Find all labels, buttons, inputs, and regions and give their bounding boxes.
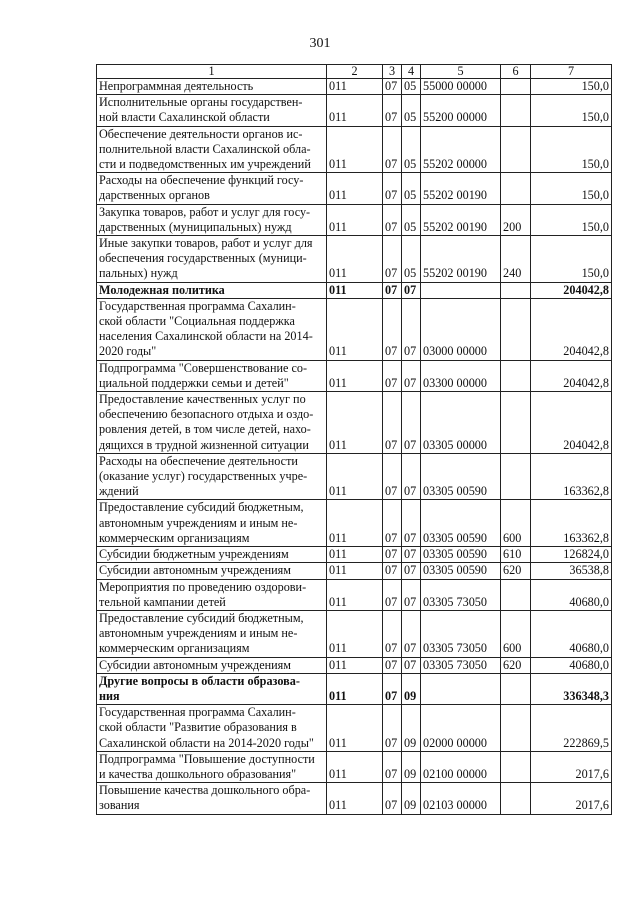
section-code-cell: 07 <box>383 563 402 579</box>
row-name-cell <box>97 500 327 547</box>
target-item-cell: 02100 00000 <box>421 751 501 782</box>
row-name-cell <box>97 79 327 95</box>
expense-type-cell: 600 <box>501 610 531 657</box>
row-name-line: ния <box>99 688 120 703</box>
target-item-cell: 03305 00590 <box>421 453 501 500</box>
row-name-line: ской области "Социальная поддержка <box>99 314 295 329</box>
header-row <box>97 65 612 79</box>
row-name-line: (оказание услуг) государственных учре- <box>99 469 308 484</box>
target-item-cell: 02103 00000 <box>421 783 501 814</box>
ministry-code-cell: 011 <box>327 79 383 95</box>
subsection-code-cell: 07 <box>402 563 421 579</box>
row-name-line: Государственная программа Сахалин- <box>99 298 296 313</box>
row-name-cell <box>97 673 327 704</box>
target-item-cell: 55202 00190 <box>421 204 501 235</box>
expense-type-cell <box>501 79 531 95</box>
row-name-cell <box>97 298 327 360</box>
expense-type-cell: 600 <box>501 500 531 547</box>
expense-type-cell <box>501 282 531 298</box>
ministry-code-cell: 011 <box>327 751 383 782</box>
amount-cell: 2017,6 <box>531 783 612 814</box>
expense-type-cell <box>501 392 531 454</box>
section-code-cell: 07 <box>383 783 402 814</box>
row-name-line: населения Сахалинской области на 2014- <box>99 329 313 344</box>
amount-cell: 2017,6 <box>531 751 612 782</box>
row-name-line: тельной кампании детей <box>99 594 226 609</box>
row-name-line: дящихся в трудной жизненной ситуации <box>99 437 309 452</box>
amount-cell: 126824,0 <box>531 547 612 563</box>
subsection-code-cell: 07 <box>402 500 421 547</box>
section-code-cell: 07 <box>383 282 402 298</box>
table-row <box>97 298 612 360</box>
row-name-line: обеспечения государственных (муници- <box>99 251 307 266</box>
row-name-line: коммерческим организациям <box>99 530 250 545</box>
row-name-line: Молодежная политика <box>99 282 225 297</box>
table-row <box>97 453 612 500</box>
section-code-cell: 07 <box>383 579 402 610</box>
section-code-cell: 07 <box>383 204 402 235</box>
row-name-cell <box>97 126 327 173</box>
table-row <box>97 547 612 563</box>
expense-type-cell: 620 <box>501 563 531 579</box>
ministry-code-cell: 011 <box>327 298 383 360</box>
ministry-code-cell: 011 <box>327 173 383 204</box>
ministry-code-cell: 011 <box>327 204 383 235</box>
ministry-code-cell: 011 <box>327 453 383 500</box>
page-number: 301 <box>309 36 331 51</box>
row-name-line: Подпрограмма "Совершенствование со- <box>99 360 308 375</box>
row-name-line: Расходы на обеспечение деятельности <box>99 453 298 468</box>
row-name-cell <box>97 579 327 610</box>
ministry-code-cell: 011 <box>327 126 383 173</box>
table-row <box>97 579 612 610</box>
header-cell: 6 <box>501 65 531 79</box>
row-name-cell <box>97 282 327 298</box>
row-name-cell <box>97 657 327 673</box>
target-item-cell: 03300 00000 <box>421 360 501 391</box>
row-name-cell <box>97 204 327 235</box>
row-name-line: Предоставление субсидий бюджетным, <box>99 500 304 515</box>
subsection-code-cell: 07 <box>402 360 421 391</box>
row-name-cell <box>97 95 327 126</box>
target-item-cell: 03000 00000 <box>421 298 501 360</box>
header-cell: 1 <box>97 65 327 79</box>
row-name-line: ской области "Развитие образования в <box>99 720 297 735</box>
section-code-cell: 07 <box>383 657 402 673</box>
amount-cell: 204042,8 <box>531 282 612 298</box>
row-name-line: Другие вопросы в области образова- <box>99 673 300 688</box>
row-name-cell <box>97 705 327 752</box>
ministry-code-cell: 011 <box>327 563 383 579</box>
section-code-cell: 07 <box>383 751 402 782</box>
row-name-cell <box>97 453 327 500</box>
expense-type-cell <box>501 705 531 752</box>
subsection-code-cell: 07 <box>402 392 421 454</box>
subsection-code-cell: 09 <box>402 751 421 782</box>
table-row <box>97 392 612 454</box>
ministry-code-cell: 011 <box>327 579 383 610</box>
amount-cell: 40680,0 <box>531 579 612 610</box>
row-name-cell <box>97 547 327 563</box>
expense-type-cell <box>501 579 531 610</box>
row-name-cell <box>97 173 327 204</box>
header-cell: 2 <box>327 65 383 79</box>
table-row <box>97 79 612 95</box>
row-name-line: обеспечению безопасного отдыха и оздо- <box>99 407 314 422</box>
section-code-cell: 07 <box>383 392 402 454</box>
section-code-cell: 07 <box>383 610 402 657</box>
row-name-line: автономным учреждениям и иным не- <box>99 626 298 641</box>
expense-type-cell <box>501 673 531 704</box>
row-name-cell <box>97 360 327 391</box>
amount-cell: 40680,0 <box>531 610 612 657</box>
section-code-cell: 07 <box>383 673 402 704</box>
amount-cell: 36538,8 <box>531 563 612 579</box>
row-name-cell <box>97 563 327 579</box>
row-name-line: Субсидии автономным учреждениям <box>99 657 291 672</box>
table-row <box>97 751 612 782</box>
subsection-code-cell: 09 <box>402 705 421 752</box>
target-item-cell: 55202 00000 <box>421 126 501 173</box>
row-name-line: ждений <box>99 484 139 499</box>
subsection-code-cell: 05 <box>402 173 421 204</box>
amount-cell: 204042,8 <box>531 392 612 454</box>
table-row <box>97 126 612 173</box>
ministry-code-cell: 011 <box>327 657 383 673</box>
expense-type-cell <box>501 783 531 814</box>
subsection-code-cell: 07 <box>402 610 421 657</box>
amount-cell: 222869,5 <box>531 705 612 752</box>
row-name-line: Сахалинской области на 2014-2020 годы" <box>99 735 314 750</box>
ministry-code-cell: 011 <box>327 547 383 563</box>
header-cell: 3 <box>383 65 402 79</box>
table-row <box>97 657 612 673</box>
expense-type-cell <box>501 298 531 360</box>
section-code-cell: 07 <box>383 360 402 391</box>
table-row <box>97 236 612 283</box>
expense-type-cell <box>501 95 531 126</box>
amount-cell: 204042,8 <box>531 298 612 360</box>
target-item-cell <box>421 282 501 298</box>
table-row <box>97 705 612 752</box>
target-item-cell <box>421 673 501 704</box>
subsection-code-cell: 05 <box>402 126 421 173</box>
section-code-cell: 07 <box>383 453 402 500</box>
amount-cell: 150,0 <box>531 236 612 283</box>
row-name-line: Субсидии автономным учреждениям <box>99 563 291 578</box>
target-item-cell: 55202 00190 <box>421 236 501 283</box>
row-name-line: Подпрограмма "Повышение доступности <box>99 751 315 766</box>
amount-cell: 336348,3 <box>531 673 612 704</box>
target-item-cell: 03305 73050 <box>421 579 501 610</box>
expense-type-cell <box>501 453 531 500</box>
table-row <box>97 282 612 298</box>
amount-cell: 150,0 <box>531 95 612 126</box>
subsection-code-cell: 05 <box>402 204 421 235</box>
row-name-line: Предоставление субсидий бюджетным, <box>99 610 304 625</box>
ministry-code-cell: 011 <box>327 673 383 704</box>
row-name-line: коммерческим организациям <box>99 641 250 656</box>
ministry-code-cell: 011 <box>327 705 383 752</box>
header-cell: 7 <box>531 65 612 79</box>
section-code-cell: 07 <box>383 126 402 173</box>
amount-cell: 163362,8 <box>531 453 612 500</box>
subsection-code-cell: 07 <box>402 453 421 500</box>
target-item-cell: 03305 00590 <box>421 547 501 563</box>
target-item-cell: 03305 00590 <box>421 563 501 579</box>
ministry-code-cell: 011 <box>327 236 383 283</box>
table-row <box>97 673 612 704</box>
amount-cell: 150,0 <box>531 204 612 235</box>
section-code-cell: 07 <box>383 298 402 360</box>
row-name-cell <box>97 236 327 283</box>
amount-cell: 150,0 <box>531 173 612 204</box>
subsection-code-cell: 07 <box>402 298 421 360</box>
target-item-cell: 03305 73050 <box>421 610 501 657</box>
row-name-line: Расходы на обеспечение функций госу- <box>99 173 304 188</box>
row-name-line: Иные закупки товаров, работ и услуг для <box>99 236 313 251</box>
subsection-code-cell: 09 <box>402 673 421 704</box>
expense-type-cell <box>501 173 531 204</box>
amount-cell: 163362,8 <box>531 500 612 547</box>
expense-type-cell: 620 <box>501 657 531 673</box>
target-item-cell: 03305 00000 <box>421 392 501 454</box>
target-item-cell: 55000 00000 <box>421 79 501 95</box>
section-code-cell: 07 <box>383 236 402 283</box>
row-name-line: Повышение качества дошкольного обра- <box>99 783 311 798</box>
section-code-cell: 07 <box>383 705 402 752</box>
row-name-line: дарственных (муниципальных) нужд <box>99 219 292 234</box>
row-name-line: ной власти Сахалинской области <box>99 110 270 125</box>
subsection-code-cell: 05 <box>402 79 421 95</box>
target-item-cell: 03305 00590 <box>421 500 501 547</box>
header-cell: 4 <box>402 65 421 79</box>
subsection-code-cell: 07 <box>402 282 421 298</box>
row-name-line: 2020 годы" <box>99 344 157 359</box>
row-name-cell <box>97 610 327 657</box>
row-name-line: полнительной власти Сахалинской обла- <box>99 141 311 156</box>
ministry-code-cell: 011 <box>327 95 383 126</box>
subsection-code-cell: 07 <box>402 547 421 563</box>
budget-table <box>96 64 612 815</box>
ministry-code-cell: 011 <box>327 500 383 547</box>
amount-cell: 150,0 <box>531 79 612 95</box>
section-code-cell: 07 <box>383 547 402 563</box>
row-name-line: Государственная программа Сахалин- <box>99 705 296 720</box>
subsection-code-cell: 05 <box>402 236 421 283</box>
subsection-code-cell: 07 <box>402 657 421 673</box>
subsection-code-cell: 07 <box>402 579 421 610</box>
row-name-line: пальных) нужд <box>99 266 178 281</box>
row-name-line: зования <box>99 798 140 813</box>
expense-type-cell: 610 <box>501 547 531 563</box>
ministry-code-cell: 011 <box>327 360 383 391</box>
table-row <box>97 500 612 547</box>
row-name-line: Исполнительные органы государствен- <box>99 95 303 110</box>
target-item-cell: 02000 00000 <box>421 705 501 752</box>
row-name-line: ровления детей, в том числе детей, нахо- <box>99 422 311 437</box>
ministry-code-cell: 011 <box>327 282 383 298</box>
ministry-code-cell: 011 <box>327 392 383 454</box>
ministry-code-cell: 011 <box>327 610 383 657</box>
table-row <box>97 360 612 391</box>
row-name-line: Закупка товаров, работ и услуг для госу- <box>99 204 311 219</box>
amount-cell: 40680,0 <box>531 657 612 673</box>
amount-cell: 150,0 <box>531 126 612 173</box>
amount-cell: 204042,8 <box>531 360 612 391</box>
table-row <box>97 95 612 126</box>
row-name-cell <box>97 783 327 814</box>
ministry-code-cell: 011 <box>327 783 383 814</box>
row-name-line: Обеспечение деятельности органов ис- <box>99 126 303 141</box>
row-name-line: Субсидии бюджетным учреждениям <box>99 547 289 562</box>
target-item-cell: 55200 00000 <box>421 95 501 126</box>
row-name-line: дарственных органов <box>99 188 210 203</box>
section-code-cell: 07 <box>383 95 402 126</box>
row-name-cell <box>97 392 327 454</box>
target-item-cell: 55202 00190 <box>421 173 501 204</box>
target-item-cell: 03305 73050 <box>421 657 501 673</box>
table-row <box>97 563 612 579</box>
row-name-line: Непрограммная деятельность <box>99 79 254 93</box>
table-row <box>97 610 612 657</box>
table-row <box>97 783 612 814</box>
row-name-line: сти и подведомственных им учреждений <box>99 157 311 172</box>
expense-type-cell: 200 <box>501 204 531 235</box>
row-name-line: циальной поддержки семьи и детей" <box>99 375 289 390</box>
table-row <box>97 204 612 235</box>
header-cell: 5 <box>421 65 501 79</box>
expense-type-cell <box>501 360 531 391</box>
section-code-cell: 07 <box>383 500 402 547</box>
row-name-line: автономным учреждениям и иным не- <box>99 515 298 530</box>
row-name-line: и качества дошкольного образования" <box>99 766 297 781</box>
row-name-line: Мероприятия по проведению оздорови- <box>99 579 307 594</box>
row-name-line: Предоставление качественных услуг по <box>99 392 306 407</box>
expense-type-cell <box>501 751 531 782</box>
section-code-cell: 07 <box>383 173 402 204</box>
row-name-cell <box>97 751 327 782</box>
table-row <box>97 173 612 204</box>
expense-type-cell: 240 <box>501 236 531 283</box>
expense-type-cell <box>501 126 531 173</box>
subsection-code-cell: 05 <box>402 95 421 126</box>
section-code-cell: 07 <box>383 79 402 95</box>
subsection-code-cell: 09 <box>402 783 421 814</box>
